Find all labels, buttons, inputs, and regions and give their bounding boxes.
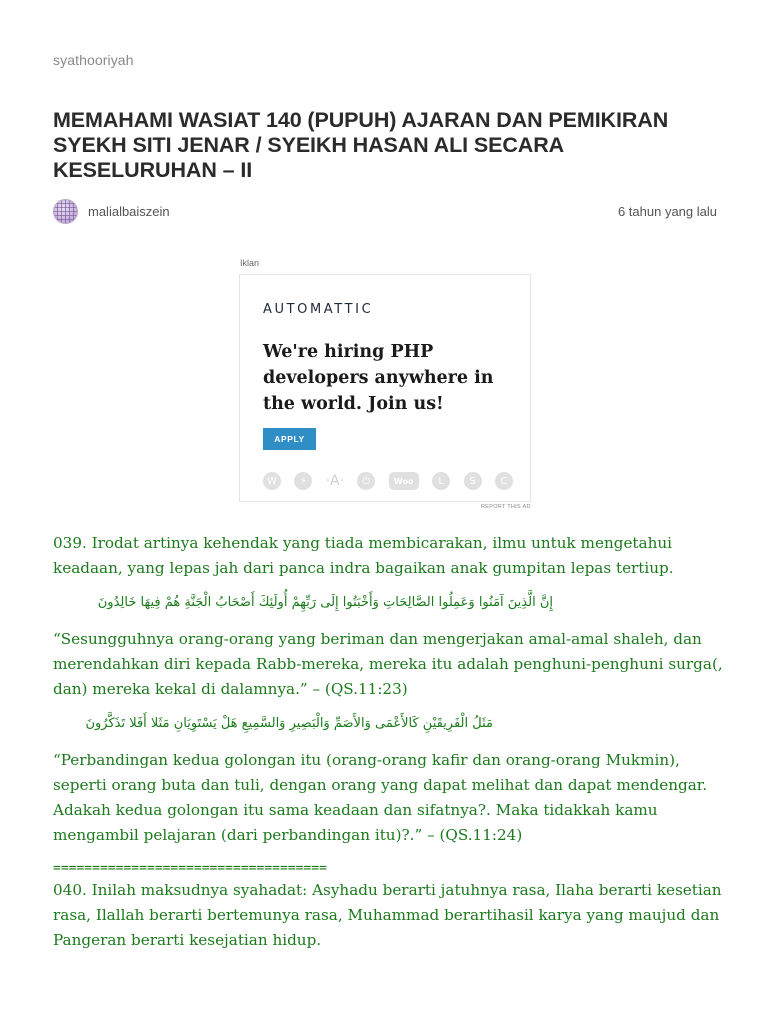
ad-brand-logo: AUTOMATTIC bbox=[263, 302, 374, 317]
arabic-verse-2-wrap bbox=[53, 714, 725, 734]
wordpress-icon: W bbox=[263, 472, 281, 490]
crowdsignal-icon: C bbox=[495, 472, 513, 490]
paragraph-040: 040. Inilah maksudnya syahadat: Asyhadu berarti jatuhnya rasa, Ilaha berarti kesetian rasa, Ilallah berarti bertemunya rasa, Muhammad berartihasil karya yang maujud dan Pangeran berarti kesejatian hidup. bbox=[53, 881, 722, 949]
translation-qs-11-24: “Perbandingan kedua golongan itu (orang-orang kafir dan orang-orang Mukmin), seperti orang buta dan tuli, dengan orang yang dapat melihat dan dapat mendengar. Adakah kedua golongan itu sama keadaan dan sifatnya?. Maka tidakkah kamu mengambil pelajaran (dari perbandingan itu)?.” – (QS.11:24) bbox=[53, 751, 708, 844]
akismet-icon: ·A· bbox=[325, 473, 345, 489]
arabic-verse-1: إِنَّ الَّذِينَ آمَنُوا وَعَمِلُوا الصَّالِحَاتِ وَأَخْبَتُوا إِلَى رَبِّهِمْ أُولَئِكَ أَصْحَابُ الْجَنَّةِ هُمْ فِيهَا خَالِدُونَ bbox=[97, 595, 553, 610]
arabic-verse-1-wrap bbox=[53, 593, 725, 613]
vaultpress-icon: ⏻ bbox=[357, 472, 375, 490]
paragraph-039: 039. Irodat artinya kehendak yang tiada membicarakan, ilmu untuk mengetahui keadaan, yang lepas jah dari panca indra bagaikan anak gumpitan lepas tertiup. bbox=[53, 534, 674, 577]
jetpack-icon: ⚡ bbox=[294, 472, 312, 490]
ad-headline: We're hiring PHP developers anywhere in the world. Join us! bbox=[263, 342, 494, 414]
ad-icon-row bbox=[263, 471, 513, 491]
author-block[interactable] bbox=[53, 199, 170, 224]
section-separator: =================================== bbox=[53, 861, 327, 876]
post-meta bbox=[53, 199, 717, 223]
arabic-verse-2: مَثَلُ الْفَرِيقَيْنِ كَالأَعْمَى وَالأَصَمِّ وَالْبَصِيرِ وَالسَّمِيعِ هَلْ يَسْتَوِيَانِ مَثَلا أَفَلا تَذَكَّرُونَ bbox=[85, 716, 493, 731]
post-title: MEMAHAMI WASIAT 140 (PUPUH) AJARAN DAN PEMIKIRAN SYEKH SITI JENAR / SYEIKH HASAN ALI SECARA KESELURUHAN – II bbox=[53, 108, 669, 182]
woo-icon: Woo bbox=[389, 472, 419, 490]
site-name[interactable]: syathooriyah bbox=[53, 52, 134, 68]
author-name[interactable]: malialbaiszein bbox=[88, 203, 170, 219]
report-ad-link[interactable]: REPORT THIS AD bbox=[481, 504, 531, 510]
simplenote-icon: S bbox=[464, 472, 482, 490]
post-date: 6 tahun yang lalu bbox=[617, 203, 717, 219]
translation-qs-11-23: “Sesungguhnya orang-orang yang beriman dan mengerjakan amal-amal shaleh, dan merendahkan diri kepada Rabb-mereka, mereka itu adalah penghuni-penghuni surga(, dan) mereka kekal di dalamnya.” – (QS.11:23) bbox=[53, 630, 723, 698]
avatar[interactable] bbox=[53, 199, 78, 224]
ad-apply-button[interactable]: APPLY bbox=[263, 428, 316, 450]
ad-label: Iklan bbox=[240, 258, 260, 268]
ad-banner[interactable] bbox=[239, 274, 531, 502]
post-content bbox=[53, 531, 725, 965]
longreads-icon: L bbox=[432, 472, 450, 490]
